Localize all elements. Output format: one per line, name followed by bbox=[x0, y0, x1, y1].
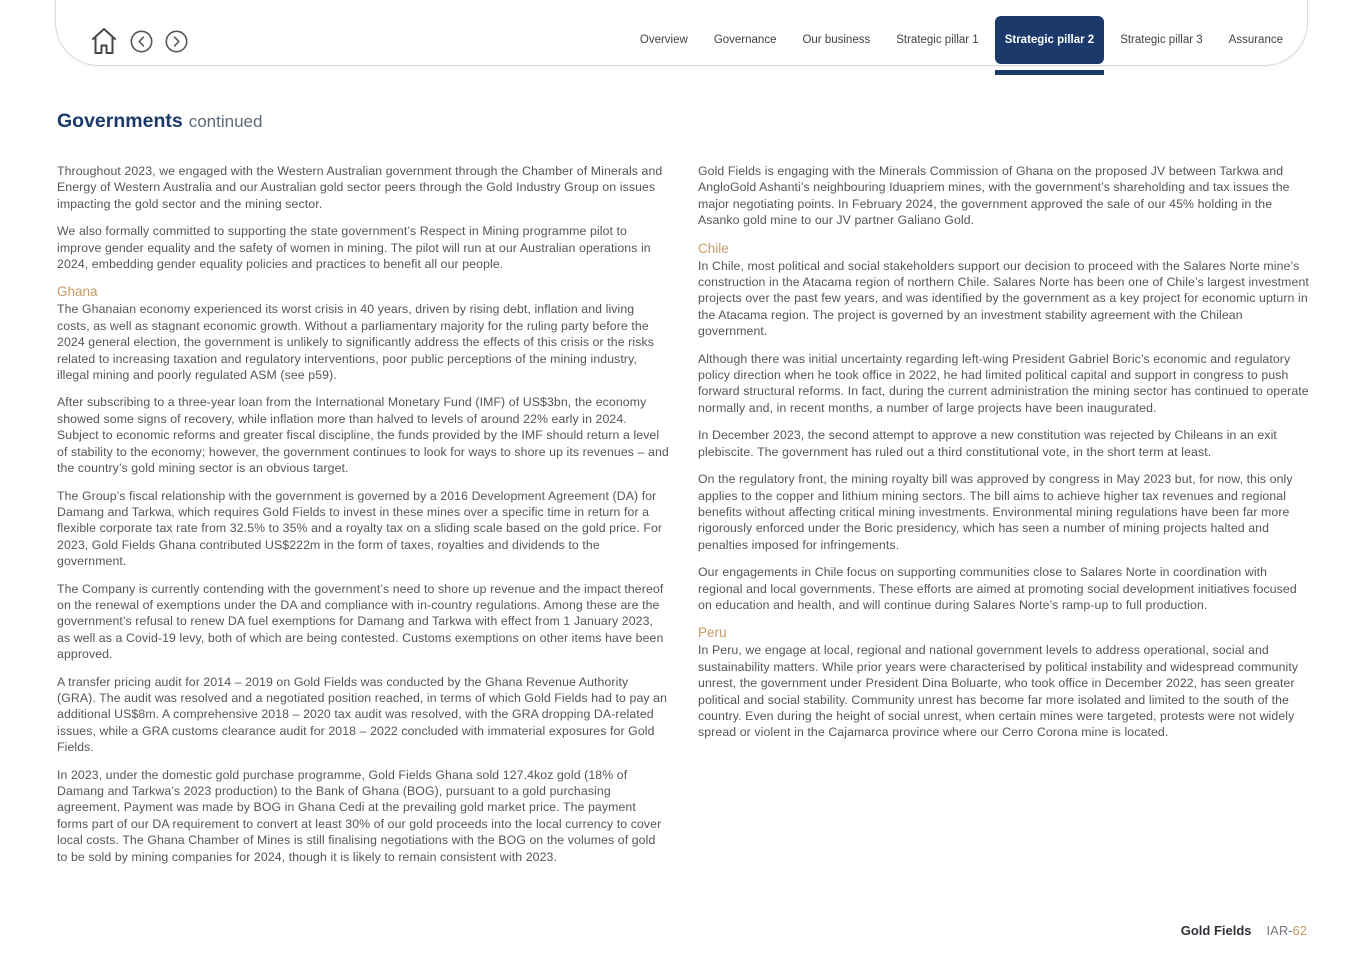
column-left bbox=[57, 163, 669, 876]
footer-brand: Gold Fields bbox=[1180, 923, 1252, 938]
paragraph: In Peru, we engage at local, regional and national government levels to address operational, social and sustainability matters. While prior years were characterised by political instability and widespread community unrest, the government under President Dina Boluarte, who took office in December 2022, has seen greater political and social stability. Community unrest has become far more isolated and limited to the south of the country. Even during the height of social unrest, when certain mines were targeted, protests were not widely spread or violent in the Cajamarca province where our Cerro Corona mine is located. bbox=[698, 643, 1299, 740]
tab-strategic-pillar-1[interactable]: Strategic pillar 1 bbox=[896, 34, 979, 46]
paragraph: Gold Fields is engaging with the Minerals Commission of Ghana on the proposed JV between Tarkwa and AngloGold Ashanti’s neighbouring Iduapriem mines, with the government’s shareholding and tax issues the major negotiating points. In February 2024, the government approved the sale of our 45% holding in the Asanko gold mine to our JV partner Galiano Gold. bbox=[698, 164, 1290, 228]
paragraph: The Group’s fiscal relationship with the government is governed by a 2016 Development Agreement (DA) for Damang and Tarkwa, which requires Gold Fields to invest in these mines over a specific time in return for a flexible corporate tax rate from 32.5% to 35% and a royalty tax on a sliding scale based on the gold price. For 2023, Gold Fields Ghana contributed US$222m in the form of taxes, royalties and dividends to the government. bbox=[57, 488, 663, 569]
page-title bbox=[57, 98, 262, 135]
paragraph: In 2023, under the domestic gold purchase programme, Gold Fields Ghana sold 127.4koz gold (18% of Damang and Tarkwa’s 2023 production) to the Bank of Ghana (BOG), pursuant to a gold purchasing agreement. Payment was made by BOG in Ghana Cedi at the prevailing gold market price. The payment forms part of our DA requirement to convert at least 30% of our gold proceeds into the local currency to cover local costs. The Ghana Chamber of Mines is still finalising negotiations with the BOG on the volumes of gold to be sold by mining companies for 2024, though it is likely to remain consistent with 2023. bbox=[57, 767, 662, 864]
paragraph: The Ghanaian economy experienced its worst crisis in 40 years, driven by rising debt, inflation and living costs, as well as stagnant economic growth. Without a parliamentary majority for the ruling party before the 2024 general election, the government is unlikely to significantly address the effects of this crisis or the risks related to increasing taxation and regulatory interventions, poor public perceptions of the mining industry, illegal mining and poorly regulated ASM (see p59). bbox=[57, 302, 654, 383]
header-nav-icons bbox=[90, 26, 188, 56]
footer-page-label: IAR- bbox=[1266, 923, 1293, 938]
next-page-button[interactable] bbox=[165, 30, 188, 53]
content-columns bbox=[57, 163, 1310, 876]
paragraph: We also formally committed to supporting the state government’s Respect in Mining programme pilot to improve gender equality and the safety of women in mining. The pilot will run at our Australian operations in 2024, embedding gender equality policies and practices to benefit all our people. bbox=[57, 224, 651, 272]
chevron-right-icon bbox=[165, 30, 188, 53]
chevron-left-icon bbox=[130, 30, 153, 53]
paragraph: In December 2023, the second attempt to approve a new constitution was rejected by Chileans in an exit plebiscite. The government has ruled out a third constitutional vote, in the short term at least. bbox=[698, 428, 1277, 459]
section-heading-chile: Chile bbox=[698, 240, 729, 256]
page-title-suffix: continued bbox=[188, 112, 263, 131]
tab-strategic-pillar-3[interactable]: Strategic pillar 3 bbox=[1120, 34, 1203, 46]
tab-our-business[interactable]: Our business bbox=[802, 34, 871, 46]
column-right bbox=[698, 163, 1310, 752]
home-button[interactable] bbox=[90, 26, 118, 56]
page-title-main: Governments bbox=[57, 110, 183, 132]
paragraph: Throughout 2023, we engaged with the Western Australian government through the Chamber of Minerals and Energy of Western Australia and our Australian gold sector peers through the Gold Industry Group on issues impacting the gold sector and the mining sector. bbox=[57, 164, 663, 211]
paragraph: The Company is currently contending with the government’s need to shore up revenue and the impact thereof on the renewal of exemptions under the DA and compliance with in-country regulations. Among these are the government’s refusal to renew DA fuel exemptions for Damang and Tarkwa with effect from 1 January 2023, as well as a Covid-19 levy, both of which are being contested. Customs exemptions on other items have been approved. bbox=[57, 581, 664, 662]
section-tabs bbox=[624, 14, 1293, 66]
footer-page-ref bbox=[1267, 923, 1307, 938]
paragraph: After subscribing to a three-year loan from the International Monetary Fund (IMF) of US$3bn, the economy showed some signs of recovery, while inflation more than halved to levels of around 22% early in 2024. Subject to economic reforms and greater fiscal discipline, the funds provided by the IMF should return a level of stability to the economy; however, the government continues to look for ways to shore up its revenues – and the country’s gold mining sector is an obvious target. bbox=[57, 395, 669, 476]
tab-assurance[interactable]: Assurance bbox=[1228, 34, 1283, 46]
section-heading-ghana: Ghana bbox=[57, 284, 98, 300]
tab-strategic-pillar-2[interactable]: Strategic pillar 2 bbox=[995, 16, 1104, 64]
paragraph: Although there was initial uncertainty regarding left-wing President Gabriel Boric’s economic and regulatory policy direction when he took office in 2022, he had limited political capital and support in congress to push forward structural reforms. In fact, during the current administration the mining sector has continued to operate normally and, in recent months, a number of large projects have been inaugurated. bbox=[698, 351, 1309, 415]
prev-page-button[interactable] bbox=[130, 30, 153, 53]
paragraph: A transfer pricing audit for 2014 – 2019 on Gold Fields was conducted by the Ghana Revenue Authority (GRA). The audit was resolved and a negotiated position reached, in terms of which Gold Fields had to pay an additional US$8m. A comprehensive 2018 – 2020 tax audit was resolved, with the GRA dropping DA-related issues, while a GRA customs clearance audit for 2018 – 2022 concluded with immaterial exposures for Gold Fields. bbox=[57, 674, 668, 755]
tab-overview[interactable]: Overview bbox=[639, 34, 688, 46]
section-heading-peru: Peru bbox=[698, 625, 727, 641]
page-footer bbox=[1181, 923, 1307, 938]
footer-page-number: 62 bbox=[1292, 923, 1307, 938]
paragraph: In Chile, most political and social stakeholders support our decision to proceed with the Salares Norte mine’s construction in the Atacama region of northern Chile. Salares Norte has been one of Chile’s largest investment projects over the past few years, and was identified by the government as a key project for economic upturn in the Atacama region. The project is governed by an investment stability agreement with the Chilean government. bbox=[698, 258, 1309, 339]
home-icon bbox=[90, 26, 118, 56]
paragraph: On the regulatory front, the mining royalty bill was approved by congress in May 2023 but, for now, this only applies to the copper and lithium mining sectors. The bill aims to achieve higher tax revenues and regional benefits without affecting critical mining investments. Environmental mining regulations have been far more rigorously enforced under the Boric presidency, which has seen a number of mining projects halted and penalties imposed for infringements. bbox=[698, 472, 1293, 552]
tab-governance[interactable]: Governance bbox=[713, 34, 777, 46]
paragraph: Our engagements in Chile focus on supporting communities close to Salares Norte in coordination with regional and local governments. These efforts are aimed at promoting social development initiatives focused on education and health, and will continue during Salares Norte’s ramp-up to full production. bbox=[698, 565, 1297, 612]
